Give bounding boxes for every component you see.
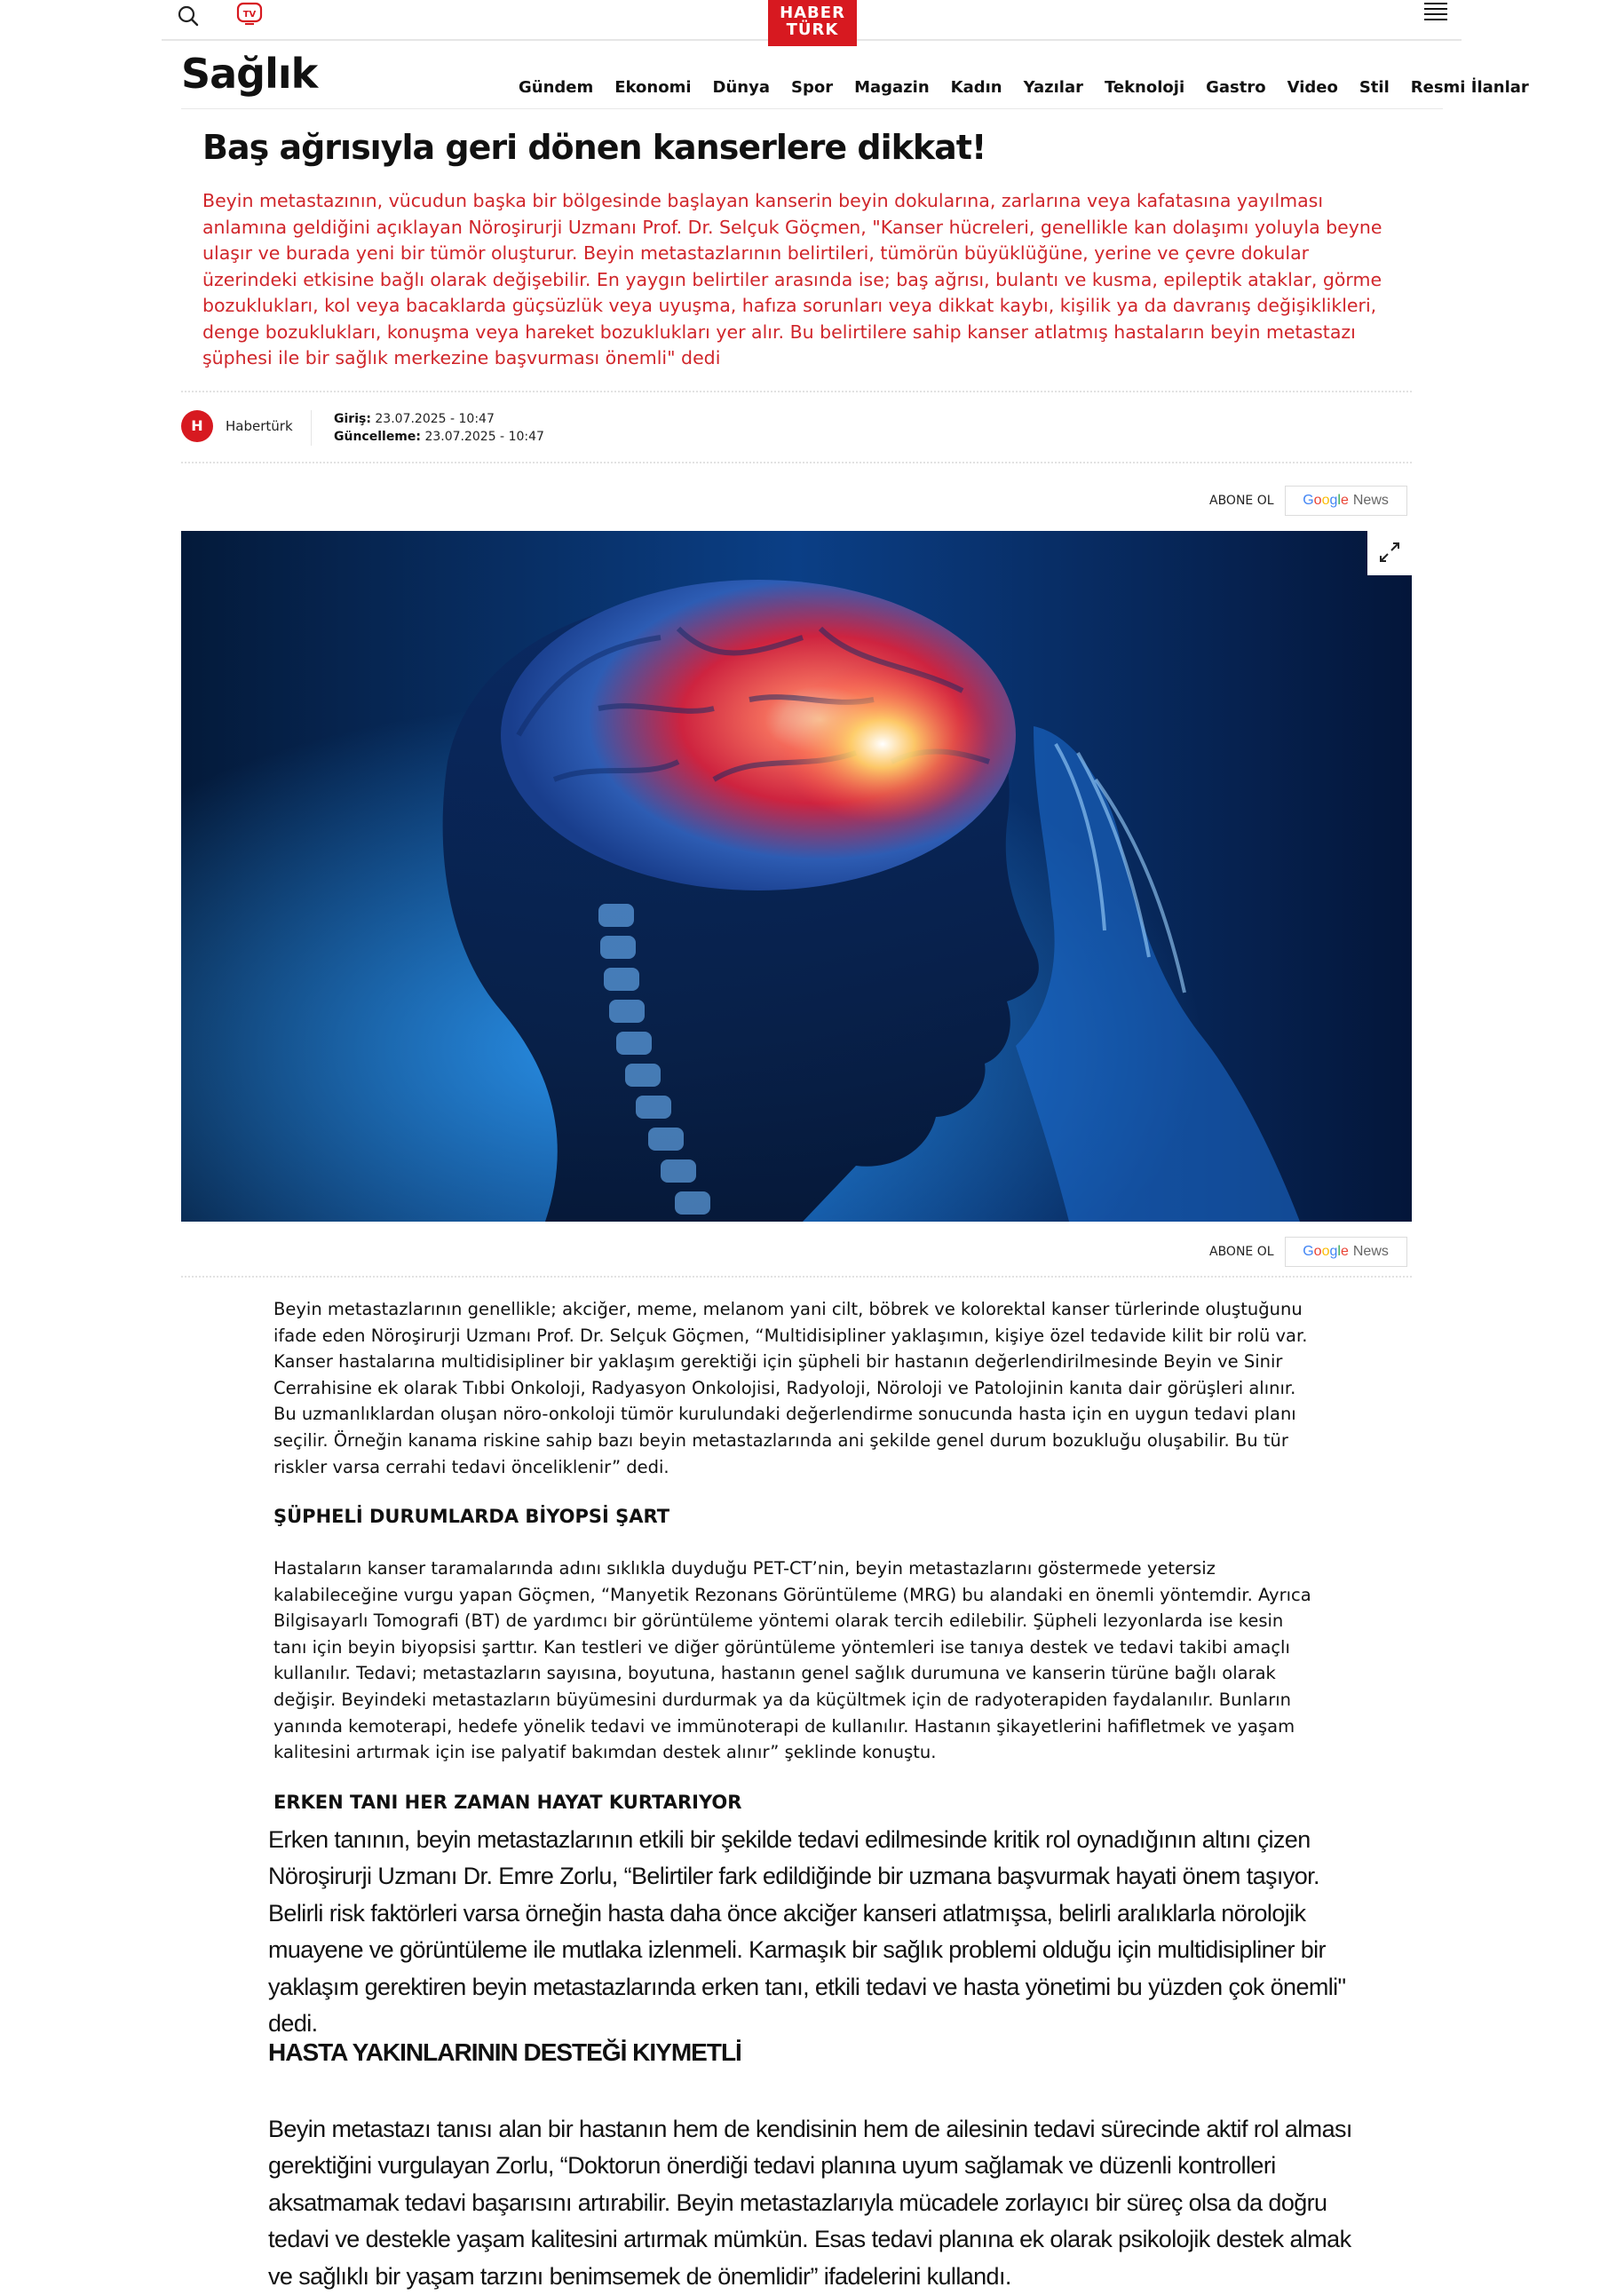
divider (181, 1276, 1412, 1278)
subscribe-label: ABONE OL (1209, 494, 1274, 508)
nav-item-gastro[interactable]: Gastro (1206, 78, 1266, 97)
tv-label: TV (242, 10, 257, 20)
section-title[interactable]: Sağlık (181, 50, 318, 98)
subscribe-row (1209, 1236, 1407, 1268)
search-icon[interactable] (175, 3, 202, 29)
source-avatar[interactable]: H (181, 410, 213, 442)
logo-line1: HABER (780, 4, 845, 22)
entry-date: 23.07.2025 - 10:47 (375, 412, 495, 426)
google-letter: G (1303, 1244, 1314, 1259)
update-date: 23.07.2025 - 10:47 (424, 430, 544, 444)
google-letter: o (1321, 1244, 1330, 1259)
divider (181, 391, 1412, 392)
google-news-label: News (1352, 493, 1389, 508)
nav-item-spor[interactable]: Spor (790, 78, 834, 97)
article-subheading: ŞÜPHELİ DURUMLARDA BİYOPSİ ŞART (273, 1506, 670, 1527)
google-letter: o (1321, 493, 1330, 508)
google-letter: G (1303, 493, 1314, 508)
divider (181, 462, 1412, 463)
google-letter: o (1313, 1244, 1322, 1259)
tv-icon[interactable] (236, 1, 263, 26)
nav-item-dunya[interactable]: Dünya (712, 78, 770, 97)
nav-item-video[interactable]: Video (1287, 78, 1338, 97)
logo-line2: TÜRK (786, 20, 839, 39)
google-letter: e (1340, 493, 1349, 508)
article-dates (334, 410, 544, 446)
nav-item-teknoloji[interactable]: Teknoloji (1104, 78, 1185, 97)
article-hero-image[interactable] (181, 531, 1412, 1222)
google-news-label: News (1352, 1244, 1389, 1259)
article-paragraph: Erken tanının, beyin metastazlarının etkili bir şekilde tedavi edilmesinde kritik rol oynadığının altını çizen Nöroşirurji Uzmanı Dr. Emre Zorlu, “Belirtiler fark edildiğinde bir uzmana başvurmak hayati önem taşıyor. Belirli risk faktörleri varsa örneğin hasta daha önce akciğer kanseri atlatmışsa, belirli aralıklarla nörolojik muayene ve görüntüleme ile mutlaka izlenmeli. Karmaşık bir sağlık problemi olduğu için multidisipliner bir yaklaşım gerektiren beyin metastazlarında erken tanı, etkili tedavi ve hasta yönetimi bu yüzden çok önemli" dedi. (268, 1826, 1346, 2038)
hamburger-menu-icon[interactable] (1424, 3, 1447, 24)
subscribe-row (1209, 485, 1407, 517)
meta-separator (311, 410, 312, 446)
google-letter: l (1337, 1244, 1341, 1259)
nav-item-kadin[interactable]: Kadın (950, 78, 1002, 97)
nav-item-yazilar[interactable]: Yazılar (1023, 78, 1083, 97)
article-subheading: HASTA YAKINLARININ DESTEĞİ KIYMETLİ (268, 2038, 741, 2066)
google-letter: l (1337, 493, 1341, 508)
nav-item-gundem[interactable]: Gündem (519, 78, 594, 97)
google-news-button[interactable] (1285, 1237, 1407, 1267)
google-letter: g (1329, 1244, 1338, 1259)
top-bar (162, 0, 1462, 41)
article-subheading: ERKEN TANI HER ZAMAN HAYAT KURTARIYOR (273, 1792, 742, 1813)
update-label: Güncelleme: (334, 430, 421, 444)
nav-item-ekonomi[interactable]: Ekonomi (614, 78, 692, 97)
main-nav (497, 78, 1529, 97)
nav-item-resmi-ilanlar[interactable]: Resmi İlanlar (1410, 78, 1529, 97)
nav-item-magazin[interactable]: Magazin (854, 78, 930, 97)
article-headline: Baş ağrısıyla geri dönen kanserlere dikkat! (202, 128, 986, 167)
entry-label: Giriş: (334, 412, 371, 426)
subscribe-label: ABONE OL (1209, 1245, 1274, 1259)
expand-icon[interactable] (1367, 529, 1412, 575)
nav-item-stil[interactable]: Stil (1359, 78, 1390, 97)
google-news-button[interactable] (1285, 486, 1407, 516)
haberturk-logo[interactable] (768, 0, 857, 46)
article-paragraph: Beyin metastazı tanısı alan bir hastanın hem de kendisinin hem de ailesinin tedavi sürecinde aktif rol alması gerektiğini vurgulayan Zorlu, “Doktorun önerdiği tedavi planına uyum sağlamak ve düzenli kontrolleri aksatmamak tedavi başarısını artırabilir. Beyin metastazlarıyla mücadele zorlayıcı bir süreç olsa da doğru tedavi ve destekle yaşam kalitesini artırmak mümkün. Esas tedavi planına ek olarak psikolojik destek almak ve sağlıklı bir yaşam tarzını benimsemek de önemlidir” ifadelerini kullandı. (268, 2116, 1352, 2290)
google-letter: e (1340, 1244, 1349, 1259)
source-name[interactable]: Habertürk (226, 418, 293, 434)
article-paragraph: Beyin metastazlarının genellikle; akciğer, meme, melanom yani cilt, böbrek ve kolorektal kanser türlerinde oluştuğunu ifade eden Nöroşirurji Uzmanı Prof. Dr. Selçuk Göçmen, “Multidisipliner yaklaşımın, kişiye özel tedavide kilit bir rolü var. Kanser hastalarına multidisipliner bir yaklaşım gerektiği için şüpheli bir hastanın değerlendirilmesinde Beyin ve Sinir Cerrahisine ek olarak Tıbbi Onkoloji, Radyasyon Onkolojisi, Radyoloji, Nöroloji ve Patolojinin kanıta dair görüşleri alınır. Bu uzmanlıklardan oluşan nöro-onkoloji tümör kurulundaki değerlendirme sonucunda hasta için en uygun tedavi planı seçilir. Örneğin kanama riskine sahip bazı beyin metastazlarında ani şekilde genel durum bozukluğu oluşabilir. Bu tür riskler varsa cerrahi tedavi önceliklenir” dedi. (273, 1299, 1308, 1477)
article-paragraph: Hastaların kanser taramalarında adını sıklıkla duyduğu PET-CT’nin, beyin metastazlarını göstermede yetersiz kalabileceğine vurgu yapan Göçmen, “Manyetik Rezonans Görüntüleme (MRG) bu alandaki en önemli yöntemdir. Ayrıca Bilgisayarlı Tomografi (BT) de yardımcı bir görüntüleme yöntemi olarak tercih edilebilir. Şüpheli lezyonlarda ise kesin tanı için beyin biyopsisi şarttır. Kan testleri ve diğer görüntüleme yöntemleri ise tanıya destek ve tedavi takibi amaçlı kullanılır. Tedavi; metastazların sayısına, boyutuna, hastanın genel sağlık durumuna ve kanserin türüne bağlı olarak değişir. Beyindeki metastazların büyümesini durdurmak ya da küçültmek için de radyoterapiden faydalanılır. Bunların yanında kemoterapi, hedefe yönelik tedavi ve immünoterapi de kullanılır. Hastanın şikayetlerini hafifletmek ve yaşam kalitesini artırmak için ise palyatif bakımdan destek alınır” şeklinde konuştu. (273, 1558, 1311, 1763)
article-summary: Beyin metastazının, vücudun başka bir bölgesinde başlayan kanserin beyin dokularına, zarlarına veya kafatasına yayılması anlamına geldiğini açıklayan Nöroşirurji Uzmanı Prof. Dr. Selçuk Göçmen, "Kanser hücreleri, genellikle kan dolaşımı yoluyla beyne ulaşır ve burada yeni bir tümör oluşturur. Beyin metastazlarının belirtileri, tümörün büyüklüğüne, yerine ve çevre dokular üzerindeki etkisine bağlı olarak değişebilir. En yaygın belirtiler arasında ise; baş ağrısı, bulantı ve kusma, epileptik ataklar, görme bozuklukları, kol veya bacaklarda güçsüzlük veya uyuşma, hafıza sorunları veya dikkat kaybı, kişilik ya da davranış değişiklikleri, denge bozuklukları, konuşma veya hareket bozuklukları yer alır. Bu belirtilere sahip kanser atlatmış hastaların beyin metastazı şüphesi ile bir sağlık merkezine başvurması önemli" dedi (202, 190, 1382, 368)
google-letter: o (1313, 493, 1322, 508)
nav-divider (181, 108, 1443, 109)
google-letter: g (1329, 493, 1338, 508)
